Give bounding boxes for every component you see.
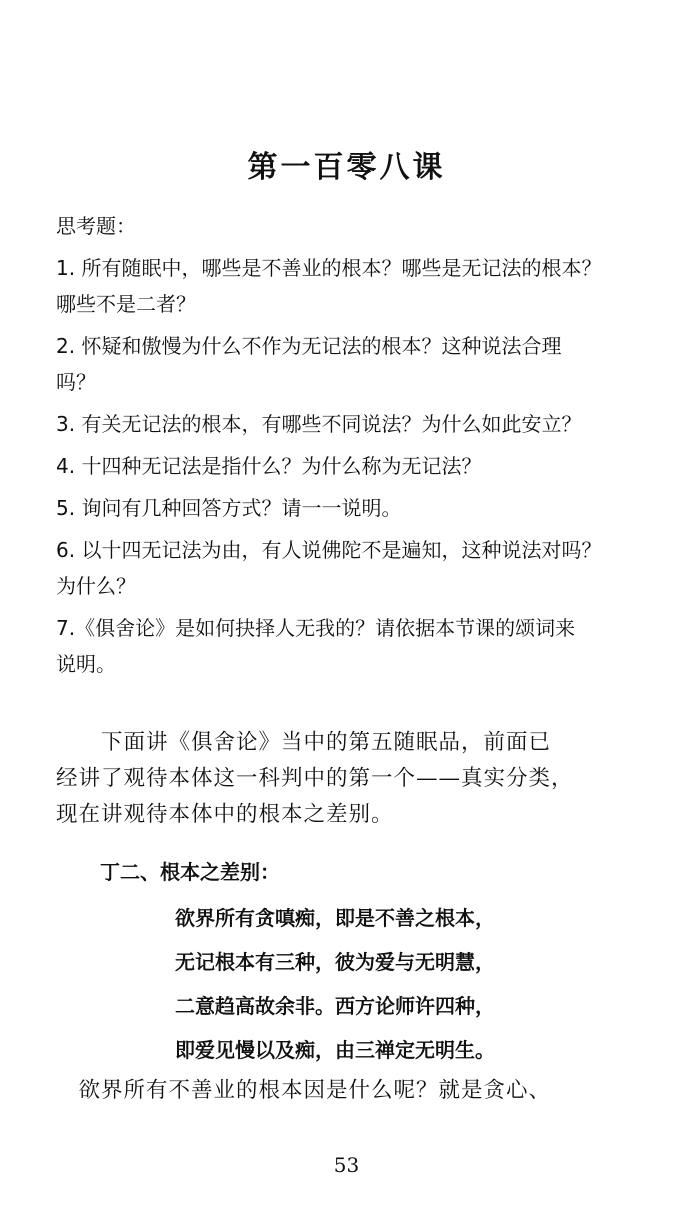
question-line: 3. 有关无记法的根本，有哪些不同说法？为什么如此安立？ [56, 412, 582, 436]
intro-line: 下面讲《俱舍论》当中的第五随眠品，前面已 [56, 730, 552, 755]
verse-line: 欲界所有贪嗔痴，即是不善之根本， [175, 906, 495, 930]
intro-line: 经讲了观待本体这一科判中的第一个——真实分类， [56, 766, 574, 791]
questions-heading: 思考题： [56, 214, 136, 238]
section-heading: 丁二、根本之差别： [100, 860, 280, 884]
verse-line: 二意趋高故余非。西方论师许四种， [175, 994, 495, 1018]
question-line: 哪些不是二者？ [56, 292, 196, 316]
commentary-line: 欲界所有不善业的根本因是什么呢？就是贪心、 [56, 1078, 552, 1103]
page-number: 53 [333, 1153, 360, 1177]
question-line: 1. 所有随眠中，哪些是不善业的根本？哪些是无记法的根本？ [56, 256, 602, 280]
verse-line: 无记根本有三种，彼为爱与无明慧， [175, 950, 495, 974]
question-line: 6. 以十四无记法为由，有人说佛陀不是遍知，这种说法对吗？ [56, 538, 602, 562]
question-line: 7.《俱舍论》是如何抉择人无我的？请依据本节课的颂词来 [56, 616, 576, 640]
lesson-title: 第一百零八课 [247, 150, 446, 185]
intro-line: 现在讲观待本体中的根本之差别。 [56, 802, 394, 827]
question-line: 说明。 [56, 652, 116, 676]
question-line: 吗？ [56, 370, 96, 394]
question-line: 为什么？ [56, 574, 136, 598]
question-line: 5. 询问有几种回答方式？请一一说明。 [56, 496, 402, 520]
question-line: 4. 十四种无记法是指什么？为什么称为无记法？ [56, 454, 482, 478]
question-line: 2. 怀疑和傲慢为什么不作为无记法的根本？这种说法合理 [56, 334, 562, 358]
verse-line: 即爱见慢以及痴，由三禅定无明生。 [175, 1038, 495, 1062]
